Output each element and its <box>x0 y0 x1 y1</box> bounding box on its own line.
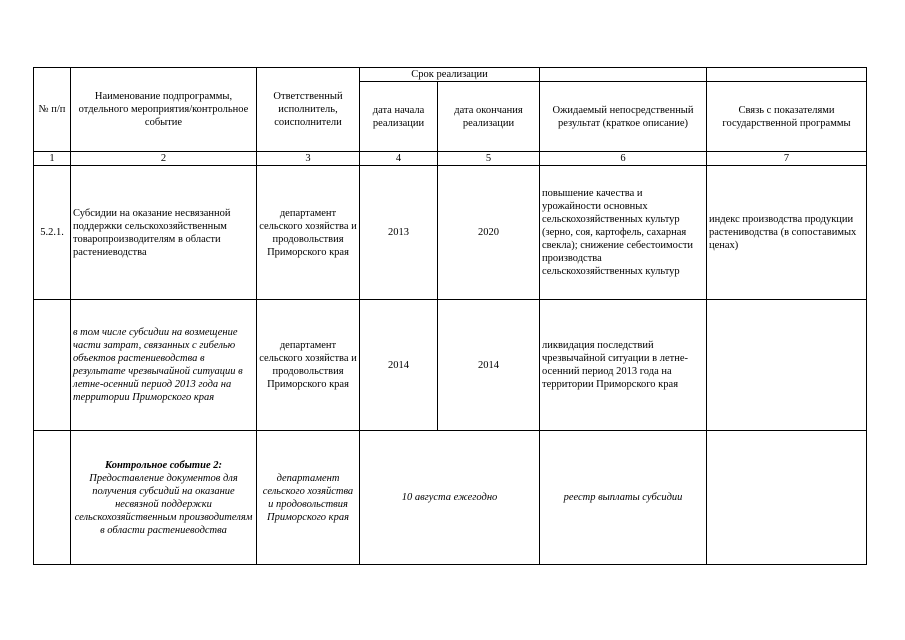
row-end: 2020 <box>438 166 540 300</box>
header-result-top <box>540 68 707 82</box>
event-link <box>707 431 867 565</box>
header-link-top <box>707 68 867 82</box>
index-cell: 4 <box>360 152 438 166</box>
row-responsible: департамент сельского хозяйства и продовольствия Приморского края <box>257 166 360 300</box>
event-text: Предоставление документов для получения субсидий на оказание несвязной поддержки сельскохозяйственным производителям в области растениеводства <box>74 472 253 536</box>
event-title: Контрольное событие 2: <box>105 459 222 471</box>
header-link: Связь с показателями государственной программы <box>707 82 867 152</box>
row-num <box>34 300 71 431</box>
header-result: Ожидаемый непосредственный результат (краткое описание) <box>540 82 707 152</box>
index-cell: 2 <box>71 152 257 166</box>
header-responsible: Ответственный исполнитель, соисполнители <box>257 68 360 152</box>
table-row <box>34 166 867 300</box>
table-row <box>34 300 867 431</box>
row-result: повышение качества и урожайности основных сельскохозяйственных культур (зерно, соя, картофель, сахарная свекла); снижение себестоимости производства сельскохозяйственных культур <box>540 166 707 300</box>
control-event-row <box>34 431 867 565</box>
header-start: дата начала реализации <box>360 82 438 152</box>
header-name: Наименование подпрограммы, отдельного мероприятия/контрольное событие <box>71 68 257 152</box>
index-cell: 5 <box>438 152 540 166</box>
header-num: № п/п <box>34 68 71 152</box>
event-num <box>34 431 71 565</box>
row-start: 2014 <box>360 300 438 431</box>
event-description <box>71 431 257 565</box>
index-cell: 1 <box>34 152 71 166</box>
event-result: реестр выплаты субсидии <box>540 431 707 565</box>
row-link: индекс производства продукции растениводства (в сопоставимых ценах) <box>707 166 867 300</box>
event-date: 10 августа ежегодно <box>360 431 540 565</box>
row-num: 5.2.1. <box>34 166 71 300</box>
row-result: ликвидация последствий чрезвычайной ситуации в летне-осенний период 2013 года на территории Приморского края <box>540 300 707 431</box>
index-row <box>34 152 867 166</box>
index-cell: 7 <box>707 152 867 166</box>
event-responsible: департамент сельского хозяйства и продовольствия Приморского края <box>257 431 360 565</box>
index-cell: 3 <box>257 152 360 166</box>
program-table <box>33 67 867 565</box>
row-name: в том числе субсидии на возмещение части затрат, связанных с гибелью объектов растениеводства в результате чрезвычайной ситуации в летне-осенний период 2013 года на территории Приморского края <box>71 300 257 431</box>
header-end: дата окончания реализации <box>438 82 540 152</box>
index-cell: 6 <box>540 152 707 166</box>
row-name: Субсидии на оказание несвязанной поддержки сельскохозяйственным товаропроизводителям в области растениеводства <box>71 166 257 300</box>
row-start: 2013 <box>360 166 438 300</box>
row-link <box>707 300 867 431</box>
row-responsible: департамент сельского хозяйства и продовольствия Приморского края <box>257 300 360 431</box>
header-period: Срок реализации <box>360 68 540 82</box>
row-end: 2014 <box>438 300 540 431</box>
